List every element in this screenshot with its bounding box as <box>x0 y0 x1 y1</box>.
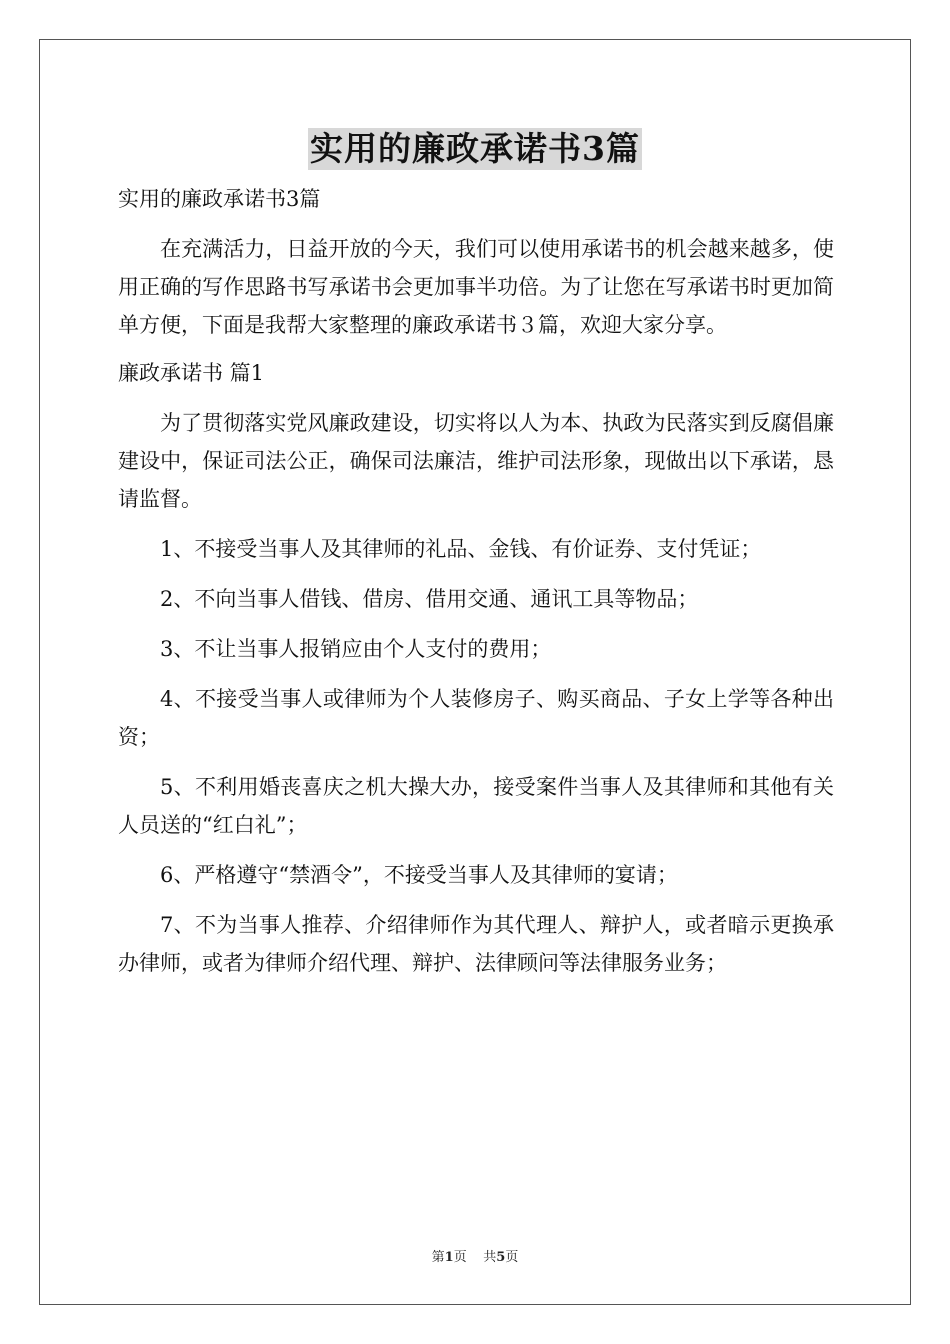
section-heading: 廉政承诺书 篇1 <box>118 361 265 385</box>
page-prefix: 第 <box>431 1250 445 1265</box>
title-container <box>0 128 950 170</box>
document-body <box>118 180 834 982</box>
list-item: 5、不利用婚丧喜庆之机大操大办，接受案件当事人及其律师和其他有关人员送的“红白礼”； <box>118 775 834 837</box>
page-footer <box>0 1246 950 1265</box>
total-prefix: 共 <box>483 1250 497 1265</box>
document-title: 实用的廉政承诺书3篇 <box>310 129 640 168</box>
intro-paragraph: 在充满活力，日益开放的今天，我们可以使用承诺书的机会越来越多，使用正确的写作思路书写承诺书会更加事半功倍。为了让您在写承诺书时更加简单方便，下面是我帮大家整理的廉政承诺书３篇，欢迎大家分享。 <box>118 237 834 337</box>
list-item: 3、不让当事人报销应由个人支付的费用； <box>160 637 552 661</box>
list-item: 7、不为当事人推荐、介绍律师作为其代理人、辩护人，或者暗示更换承办律师，或者为律师介绍代理、辩护、法律顾问等法律服务业务； <box>118 913 834 975</box>
list-item: 2、不向当事人借钱、借房、借用交通、通讯工具等物品； <box>160 587 699 611</box>
list-item: 1、不接受当事人及其律师的礼品、金钱、有价证券、支付凭证； <box>160 537 762 561</box>
total-suffix: 页 <box>505 1250 519 1265</box>
section-intro-paragraph: 为了贯彻落实党风廉政建设，切实将以人为本、执政为民落实到反腐倡廉建设中，保证司法公正，确保司法廉洁，维护司法形象，现做出以下承诺，恳请监督。 <box>118 411 834 511</box>
list-item: 6、严格遵守“禁酒令”，不接受当事人及其律师的宴请； <box>160 863 678 887</box>
page-suffix: 页 <box>453 1250 467 1265</box>
total-pages: 5 <box>496 1250 506 1265</box>
document-subtitle: 实用的廉政承诺书3篇 <box>118 187 321 211</box>
page-number: 1 <box>444 1250 454 1265</box>
list-item: 4、不接受当事人或律师为个人装修房子、购买商品、子女上学等各种出资； <box>118 687 834 749</box>
